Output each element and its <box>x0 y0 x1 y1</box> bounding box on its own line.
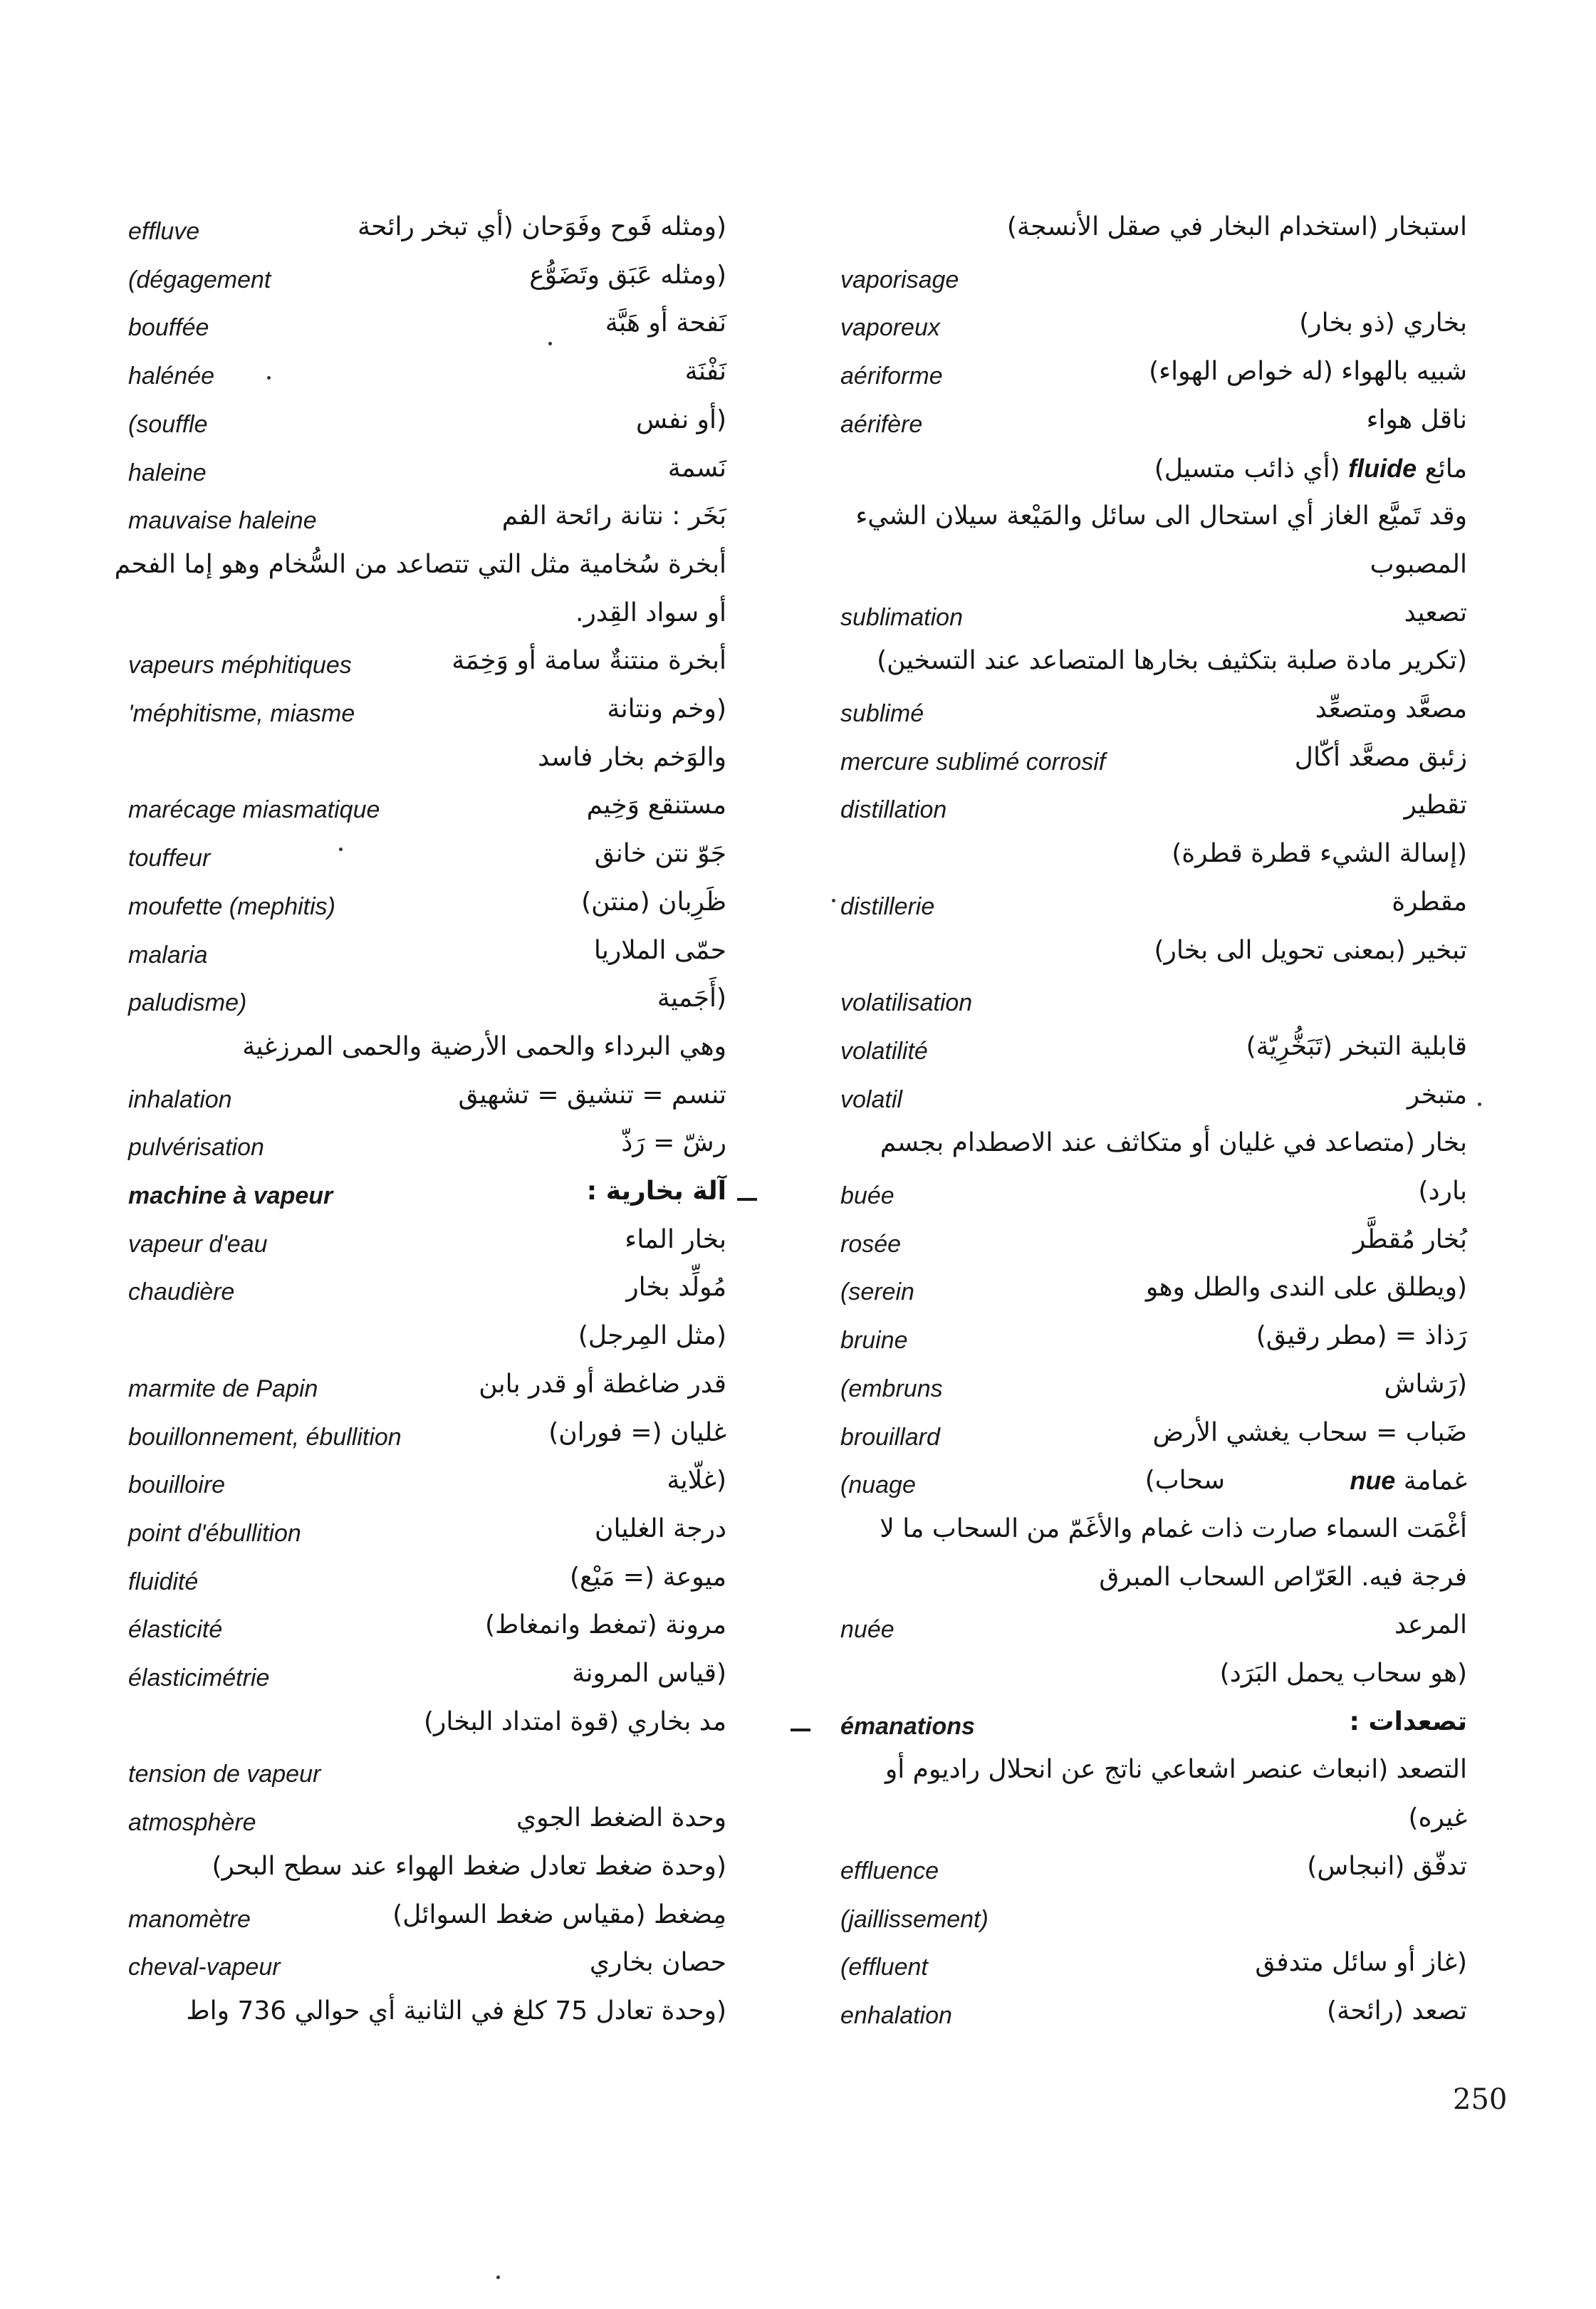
dictionary-entry <box>128 1707 726 1751</box>
arabic-definition: بارد) <box>1418 1177 1467 1206</box>
dictionary-entry <box>840 1032 1467 1076</box>
arabic-definition: والوَخم بخار فاسد <box>538 742 726 772</box>
french-term: (serein <box>840 1278 914 1306</box>
french-term: effluve <box>128 218 200 245</box>
arabic-definition: زئبق مصعَّد أكّال <box>1294 742 1467 772</box>
french-term: (jaillissement) <box>840 1905 989 1933</box>
dictionary-entry <box>128 839 726 883</box>
french-term: élasticité <box>128 1616 223 1644</box>
french-term: (embruns <box>840 1375 943 1402</box>
arabic-definition: غليان (= فوران) <box>548 1417 726 1447</box>
arabic-definition: ضَباب = سحاب يغشي الأرض <box>1152 1417 1467 1447</box>
scan-speck <box>496 2276 500 2279</box>
french-term: nuée <box>840 1616 895 1644</box>
arabic-definition: مُولِّد بخار <box>626 1273 726 1303</box>
french-term: aérifère <box>840 410 923 438</box>
dictionary-entry <box>840 1900 1467 1944</box>
arabic-definition: تصعيد <box>1404 598 1467 627</box>
dictionary-entry <box>840 1948 1467 1992</box>
french-term: distillerie <box>840 892 935 920</box>
dictionary-entry <box>128 1948 726 1992</box>
dictionary-entry <box>128 1128 726 1172</box>
arabic-definition: جَوّ نتن خانق <box>594 839 726 869</box>
arabic-definition: فرجة فيه. العَرّاص السحاب المبرق <box>1099 1562 1467 1592</box>
arabic-definition: رَذاذ = (مطر رقيق) <box>1256 1321 1467 1351</box>
arabic-definition-part: (أي ذائب متسيل) <box>1154 454 1340 484</box>
dictionary-entry <box>128 1273 726 1317</box>
dictionary-entry <box>840 1610 1467 1654</box>
arabic-definition: (رَشاش <box>1384 1369 1467 1399</box>
dictionary-entry <box>128 1032 726 1076</box>
dictionary-entry <box>128 1418 726 1462</box>
arabic-definition: آلة بخارية : <box>586 1177 726 1206</box>
french-term: bouffée <box>128 314 209 342</box>
french-term: marmite de Papin <box>128 1375 318 1402</box>
dictionary-entry <box>840 1852 1467 1896</box>
arabic-definition <box>1350 1466 1467 1496</box>
french-term: aériforme <box>840 363 943 390</box>
french-term: tension de vapeur <box>128 1761 321 1788</box>
french-term: manomètre <box>128 1905 251 1933</box>
dictionary-entry <box>128 1177 726 1221</box>
arabic-definition: حصان بخاري <box>589 1948 726 1978</box>
arabic-definition: (أو نفس <box>635 405 726 434</box>
arabic-definition: ناقل هواء <box>1366 405 1467 434</box>
dictionary-entry <box>840 839 1467 883</box>
arabic-definition: أغْمَت السماء صارت ذات غمام والأغَمّ من السحاب ما لا <box>880 1513 1467 1543</box>
dictionary-entry <box>840 1563 1467 1607</box>
arabic-definition: حمّى الملاريا <box>593 935 726 965</box>
arabic-definition: (تكرير مادة صلبة بتكثيف بخارها المتصاعد عند التسخين) <box>877 646 1467 676</box>
dictionary-entry <box>840 791 1467 835</box>
dictionary-entry <box>128 598 726 642</box>
french-term: volatil <box>840 1085 902 1113</box>
french-term: sublimation <box>840 603 963 631</box>
dictionary-entry <box>128 1466 726 1510</box>
french-term: émanations <box>840 1712 975 1740</box>
scan-speck <box>832 899 835 902</box>
arabic-definition: المصبوب <box>1370 549 1467 579</box>
french-term: paludisme) <box>128 989 247 1017</box>
french-term: effluence <box>840 1857 939 1885</box>
arabic-definition: نَسمة <box>667 453 726 483</box>
dictionary-entry <box>128 1803 726 1847</box>
dictionary-entry <box>840 1707 1467 1751</box>
inline-french-term: fluide <box>1348 453 1417 483</box>
arabic-definition <box>1154 454 1467 484</box>
dictionary-entry <box>128 984 726 1028</box>
french-term: mercure sublimé corrosif <box>840 748 1106 776</box>
french-term: moufette (mephitis) <box>128 892 335 920</box>
french-term: 'méphitisme, miasme <box>128 700 355 727</box>
arabic-definition: مِضغط (مقياس ضغط السوائل) <box>392 1899 726 1929</box>
dictionary-entry <box>128 1610 726 1654</box>
french-term: (dégagement <box>128 266 271 293</box>
french-term: (nuage <box>840 1471 916 1499</box>
dictionary-entry <box>128 887 726 932</box>
arabic-definition: شبيه بالهواء (له خواص الهواء) <box>1149 357 1467 387</box>
french-term: inhalation <box>128 1085 232 1113</box>
dictionary-entry <box>128 308 726 353</box>
french-term: bouilloire <box>128 1471 226 1499</box>
scan-speck <box>1478 1103 1481 1106</box>
dictionary-entry <box>128 646 726 690</box>
dictionary-entry <box>840 261 1467 305</box>
dictionary-entry <box>840 501 1467 546</box>
dictionary-entry <box>840 1370 1467 1414</box>
french-term: enhalation <box>840 2001 952 2029</box>
arabic-definition: أبخرة سُخامية مثل التي تتصاعد من السُّخام وهو إما الفحم <box>114 549 726 579</box>
french-term: malaria <box>128 941 208 969</box>
dictionary-entry <box>840 1514 1467 1558</box>
dictionary-entry <box>840 936 1467 980</box>
arabic-definition: مستنقع وَخِيم <box>586 791 726 820</box>
arabic-definition: (قياس المرونة <box>572 1659 726 1688</box>
dictionary-entry <box>840 1080 1467 1125</box>
arabic-definition: مد بخاري (قوة امتداد البخار) <box>423 1706 726 1736</box>
arabic-definition: نَفحة أو هَبَّة <box>605 308 726 338</box>
french-term: haleine <box>128 459 207 486</box>
arabic-definition: بخاري (ذو بخار) <box>1299 308 1467 338</box>
french-term: buée <box>840 1182 895 1209</box>
dictionary-entry <box>128 212 726 256</box>
dictionary-entry <box>128 261 726 305</box>
dictionary-entry <box>128 1225 726 1269</box>
arabic-definition: تدفّق (انبجاس) <box>1307 1851 1467 1881</box>
dictionary-entry <box>840 1225 1467 1269</box>
french-term: pulvérisation <box>128 1134 264 1162</box>
french-term: chaudière <box>128 1278 235 1306</box>
dictionary-entry <box>840 550 1467 594</box>
dictionary-entry <box>128 405 726 449</box>
dictionary-entry <box>840 212 1467 256</box>
arabic-definition: قدر ضاغطة أو قدر بابن <box>479 1369 726 1399</box>
dictionary-entry <box>128 743 726 787</box>
french-term: vapeurs méphitiques <box>128 652 352 679</box>
dictionary-entry <box>840 984 1467 1028</box>
arabic-definition: تصعدات : <box>1349 1706 1467 1736</box>
dictionary-entry <box>840 1418 1467 1462</box>
dictionary-entry <box>128 1659 726 1703</box>
french-term: rosée <box>840 1230 902 1258</box>
arabic-definition: التصعد (انبعاث عنصر اشعاعي ناتج عن انحلال راديوم أو <box>885 1755 1467 1785</box>
arabic-definition: (وحدة ضغط تعادل ضغط الهواء عند سطح البحر) <box>212 1851 726 1881</box>
arabic-definition: بخار (متصاعد في غليان أو متكاثف عند الاصطدام بجسم <box>880 1128 1467 1158</box>
arabic-definition: بُخار مُقطَّر <box>1353 1224 1467 1254</box>
dictionary-entry <box>840 1273 1467 1317</box>
dictionary-entry <box>840 1466 1467 1510</box>
arabic-definition: رشّ = رَذّ <box>621 1128 726 1158</box>
dictionary-entry <box>128 1080 726 1125</box>
dictionary-entry <box>128 694 726 739</box>
dictionary-entry <box>840 646 1467 690</box>
french-term: atmosphère <box>128 1809 256 1837</box>
arabic-definition: نَفْنَة <box>684 357 726 387</box>
french-term: volatilité <box>840 1037 928 1065</box>
arabic-definition-part: مائع <box>1424 454 1467 484</box>
french-term: (effluent <box>840 1954 928 1981</box>
dictionary-entry <box>840 308 1467 353</box>
french-term: vapeur d'eau <box>128 1230 268 1258</box>
dictionary-entry <box>128 1321 726 1365</box>
french-term: sublimé <box>840 700 924 727</box>
arabic-definition: (ومثله فَوح وفَوَحان (أي تبخر رائحة <box>357 212 726 241</box>
dictionary-entry <box>840 357 1467 401</box>
arabic-definition: تقطير <box>1404 791 1467 820</box>
arabic-definition: (أَجَمية <box>657 984 726 1013</box>
arabic-definition: مقطرة <box>1392 887 1467 917</box>
dictionary-entry <box>840 598 1467 642</box>
dictionary-entry <box>840 1128 1467 1172</box>
dictionary-entry <box>128 357 726 401</box>
arabic-definition: متبخر <box>1407 1080 1467 1110</box>
french-term: mauvaise haleine <box>128 507 317 535</box>
dictionary-entry <box>840 454 1467 498</box>
dictionary-entry <box>114 549 726 594</box>
arabic-definition: درجة الغليان <box>595 1513 726 1543</box>
dictionary-entry <box>840 694 1467 739</box>
arabic-definition: ميوعة (= مَيْع) <box>570 1562 726 1592</box>
arabic-definition: (هو سحاب يحمل البَرَد) <box>1219 1659 1467 1688</box>
dictionary-entry <box>128 791 726 835</box>
arabic-definition: أو سواد القِدر. <box>575 598 726 627</box>
french-term: distillation <box>840 796 947 824</box>
arabic-definition: (إسالة الشيء قطرة قطرة) <box>1172 839 1467 869</box>
dictionary-entry <box>128 1852 726 1896</box>
french-term: vaporeux <box>840 314 940 342</box>
french-term: halénée <box>128 363 215 390</box>
french-term: bruine <box>840 1327 908 1355</box>
arabic-definition: (ويطلق على الندى والطل وهو <box>1145 1273 1467 1303</box>
arabic-definition: (غاز أو سائل متدفق <box>1255 1948 1467 1978</box>
french-term: fluidité <box>128 1568 199 1595</box>
section-dash <box>737 1198 757 1201</box>
dictionary-entry <box>840 1659 1467 1703</box>
scan-speck <box>267 376 271 380</box>
arabic-definition: (ومثله عَبَق وتَضَوُّع <box>529 260 726 290</box>
arabic-definition: تصعد (رائحة) <box>1327 1996 1467 2026</box>
french-term: brouillard <box>840 1423 940 1451</box>
dictionary-entry <box>840 1755 1467 1799</box>
arabic-definition: تنسم = تنشيق = تشهيق <box>458 1080 726 1110</box>
arabic-definition: (غلّاية <box>667 1466 726 1496</box>
arabic-definition: قابلية التبخر (تَبَخُّرِيّة) <box>1246 1031 1467 1061</box>
arabic-definition-part: غمامة <box>1403 1466 1467 1496</box>
dictionary-entry <box>840 887 1467 932</box>
dictionary-entry <box>128 1755 726 1799</box>
dictionary-entry <box>128 936 726 980</box>
scan-speck <box>339 848 343 851</box>
arabic-definition: وهي البرداء والحمى الأرضية والحمى المرزغية <box>242 1031 726 1061</box>
arabic-definition: مصعَّد ومتصعِّد <box>1315 694 1467 724</box>
arabic-definition: ظَرِبان (منتن) <box>581 887 726 917</box>
french-term: vaporisage <box>840 266 959 293</box>
dictionary-entry <box>840 1177 1467 1221</box>
dictionary-entry <box>840 1803 1467 1847</box>
dictionary-entry <box>128 1370 726 1414</box>
dictionary-entry <box>128 1514 726 1558</box>
arabic-definition: بَخَر : نتانة رائحة الفم <box>501 501 726 531</box>
scan-speck <box>548 342 552 345</box>
french-term: (souffle <box>128 410 208 438</box>
arabic-definition: تبخير (بمعنى تحويل الى بخار) <box>1154 935 1467 965</box>
french-term: cheval-vapeur <box>128 1954 281 1981</box>
french-term: élasticimétrie <box>128 1664 270 1692</box>
arabic-definition: وحدة الضغط الجوي <box>516 1803 726 1833</box>
dictionary-entry <box>128 1900 726 1944</box>
dictionary-entry <box>128 1563 726 1607</box>
arabic-definition: مرونة (تمغط وانمغاط) <box>484 1610 726 1640</box>
arabic-definition: (مثل المِرجل) <box>578 1321 726 1351</box>
section-dash <box>791 1729 810 1731</box>
arabic-definition: أبخرة منتنةٌ سامة أو وَخِمَة <box>452 646 726 676</box>
arabic-definition: (وحدة تعادل 75 كلغ في الثانية أي حوالي 736 واط <box>186 1996 726 2026</box>
dictionary-entry <box>840 1996 1467 2040</box>
dictionary-entry <box>128 1996 726 2040</box>
dictionary-entry <box>128 501 726 546</box>
arabic-definition-part: سحاب) <box>1144 1466 1225 1496</box>
french-term: machine à vapeur <box>128 1182 333 1209</box>
arabic-definition: المرعد <box>1394 1610 1467 1640</box>
french-term: point d'ébullition <box>128 1519 301 1547</box>
dictionary-entry <box>840 743 1467 787</box>
dictionary-entry <box>840 1321 1467 1365</box>
french-term: touffeur <box>128 845 211 872</box>
arabic-definition: استبخار (استخدام البخار في صقل الأنسجة) <box>1006 212 1467 241</box>
page-number: 250 <box>1453 2083 1508 2116</box>
french-term: marécage miasmatique <box>128 796 380 824</box>
dictionary-entry <box>128 454 726 498</box>
arabic-definition: (وخم ونتانة <box>607 694 726 724</box>
arabic-definition: وقد تَميَّع الغاز أي استحال الى سائل والمَيْعة سيلان الشيء <box>855 501 1467 531</box>
arabic-definition: غيره) <box>1408 1803 1467 1833</box>
french-term: volatilisation <box>840 989 973 1017</box>
dictionary-entry <box>840 405 1467 449</box>
french-term: bouillonnement, ébullition <box>128 1423 402 1451</box>
arabic-definition: بخار الماء <box>625 1224 726 1254</box>
inline-french-term: nue <box>1350 1466 1396 1496</box>
